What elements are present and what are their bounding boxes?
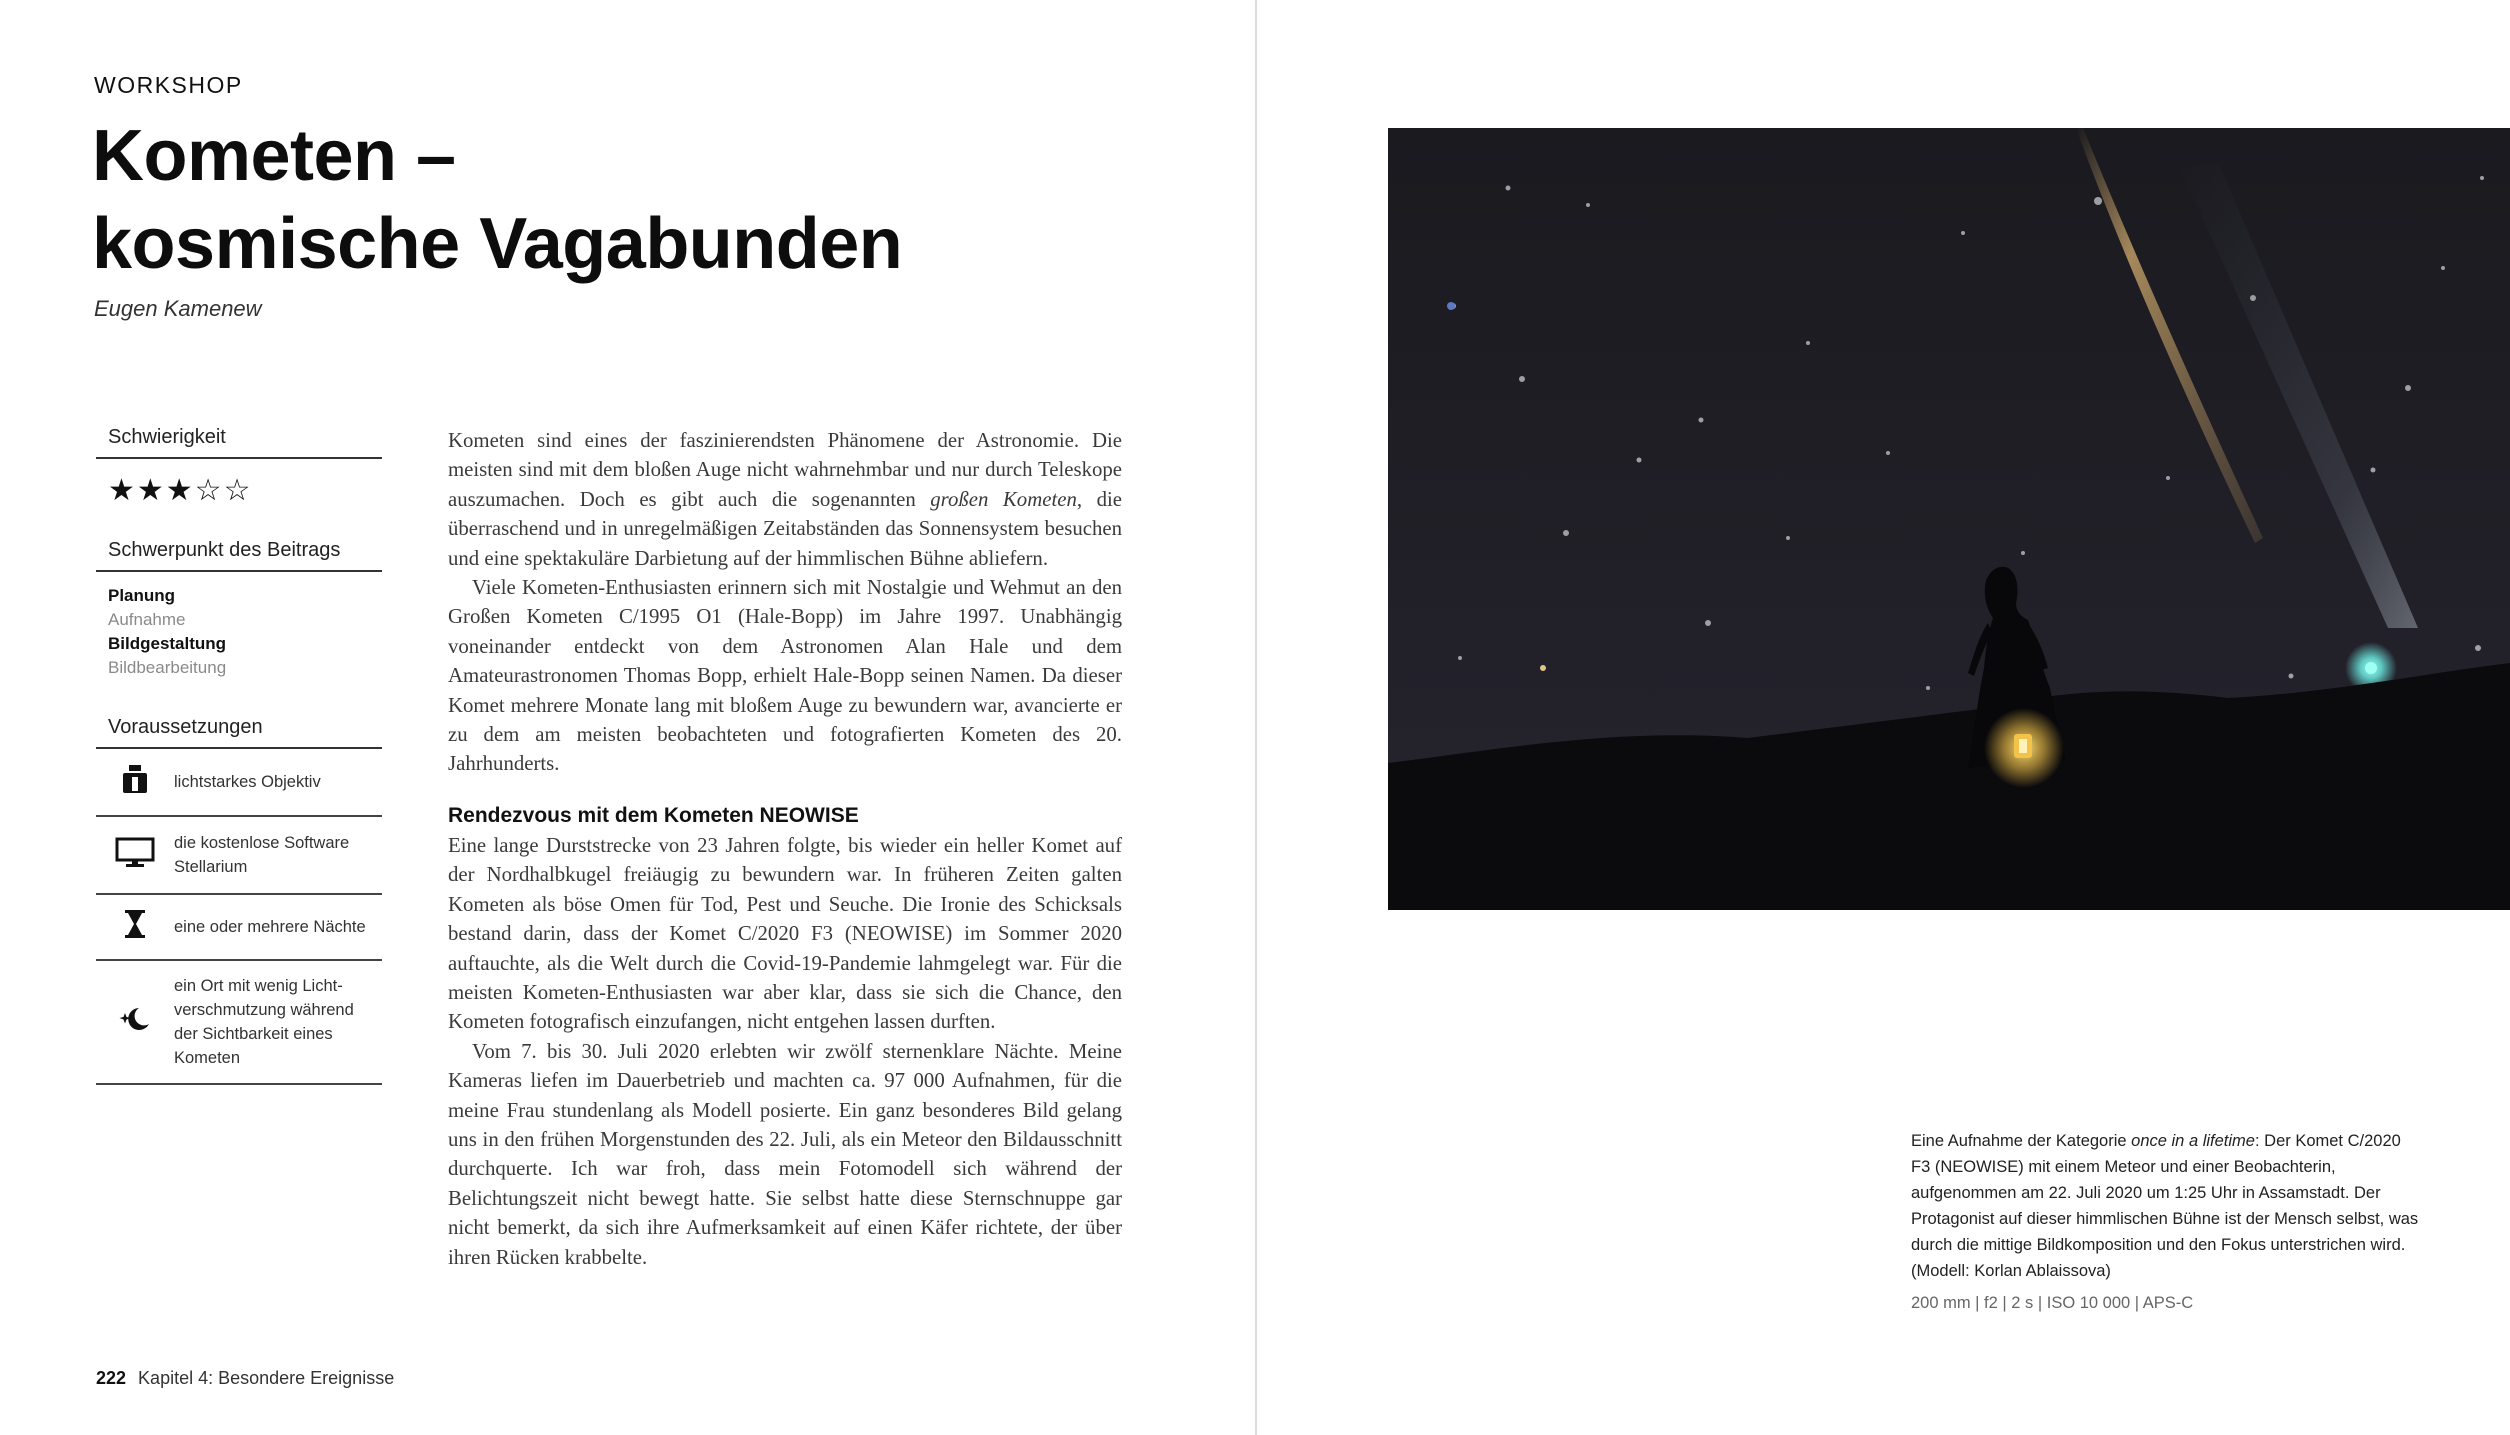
moon-star-icon — [96, 1004, 174, 1041]
section-kicker: WORKSHOP — [94, 72, 243, 98]
exif-data: 200 mm | f2 | 2 s | ISO 10 000 | APS-C — [1911, 1294, 2194, 1312]
focus-item-aufnahme: Aufnahme — [108, 610, 186, 629]
paragraph: Kometen sind eines der faszinierendsten Phänomene der Astronomie. Die meisten sind mit dem bloßen Auge nicht wahrnehmbar und nur durch Teleskope auszumachen. Doch es gibt auch die sogenannten großen Kometen, die überraschend und in unregelmäßigen Zeitabständen das Sonnensystem besuchen und eine spektakuläre Darbietung auf der himmlischen Bühne abliefern. — [448, 429, 1122, 570]
monitor-icon — [96, 836, 174, 875]
article-title — [92, 112, 902, 288]
paragraph: Eine lange Durststrecke von 23 Jahren folgte, bis wieder ein heller Komet auf der Nordhalbkugel freiäugig zu bewundern war. In früheren Zeiten galten Kometen als böse Omen für Tod, Pest und Seuche. Die Ironie des Schicksals bestand darin, dass der Komet C/2020 F3 (NEOWISE) im Sommer 2020 auftauchte, als die Welt durch die Covid-19-Pandemie lahmgelegt war. Für die meisten Kometen-Enthusiasten war aber klar, dass sie sich die Chance, den Kometen fotografisch einzufangen, nicht entgehen lassen durften. — [448, 833, 1122, 1034]
chapter-label: Kapitel 4: Besondere Ereignisse — [138, 1368, 395, 1388]
title-line-2: kosmische Vagabunden — [92, 204, 903, 284]
photo-caption — [1911, 1128, 2421, 1316]
prereq-item — [96, 749, 382, 817]
focus-item-bildbearbeitung: Bildbearbeitung — [108, 658, 227, 677]
focus-item-planung: Planung — [108, 586, 176, 605]
lens-icon — [96, 763, 174, 802]
prereq-item — [96, 961, 382, 1085]
article-body — [448, 426, 1122, 1272]
author-name: Eugen Kamenew — [94, 296, 262, 321]
info-sidebar — [96, 424, 382, 1085]
prereq-text: lichtstarkes Objektiv — [174, 773, 321, 791]
paragraph: Vom 7. bis 30. Juli 2020 erlebten wir zwölf sternenklare Nächte. Meine Kameras liefen im Dauerbetrieb und machten ca. 97 000 Aufnahmen, für die meine Frau stundenlang als Modell posierte. Ein ganz besonderes Bild gelang uns in den frühen Morgenstunden des 22. Juli, als ein Meteor den Bildausschnitt durchquerte. Ich war froh, dass mein Fotomodell sich während der Belichtungszeit nicht bewegt hatte. Sie selbst hatte diese Sternschnuppe gar nicht bemerkt, da sich ihre Aufmerksamkeit auf einen Käfer richtete, der über ihren Rücken krabbelte. — [448, 1039, 1122, 1269]
prereq-item — [96, 817, 382, 895]
focus-item-bildgestaltung: Bildgestaltung — [108, 634, 227, 653]
page-spine — [1255, 0, 1257, 1435]
prereq-heading: Voraussetzungen — [96, 714, 382, 749]
prereq-text: die kostenlose Software Stellarium — [174, 834, 350, 876]
difficulty-stars: ★★★☆☆ — [108, 474, 253, 507]
page-number: 222 — [96, 1368, 127, 1388]
prereq-item — [96, 895, 382, 961]
page-footer — [96, 1368, 394, 1389]
difficulty-heading: Schwierigkeit — [96, 424, 382, 459]
prereq-text: ein Ort mit wenig Licht-verschmutzung während der Sichtbarkeit eines Kometen — [174, 977, 354, 1067]
focus-list — [96, 572, 382, 680]
caption-text: Eine Aufnahme der Kategorie once in a lifetime: Der Komet C/2020 F3 (NEOWISE) mit einem Meteor und einer Beobachterin, aufgenommen am 22. Juli 2020 um 1:25 Uhr in Assamstadt. Der Protagonist auf dieser himmlischen Bühne ist der Mensch selbst, was durch die mittige Bildkomposition und den Fokus unterstrichen wird. (Modell: Korlan Ablaissova) — [1911, 1132, 2419, 1280]
section-subheading: Rendezvous mit dem Kometen NEOWISE — [448, 803, 859, 827]
paragraph: Viele Kometen-Enthusiasten erinnern sich mit Nostalgie und Wehmut an den Großen Kometen C/1995 O1 (Hale-Bopp) im Jahre 1997. Unabhängig voneinander entdeckt von dem Astronomen Alan Hale und dem Amateurastronomen Thomas Bopp, erhielt Hale-Bopp seinen Namen. Da dieser Komet mehrere Monate lang mit bloßem Auge zu bewundern war, avancierte er zu dem am meisten beobachteten und fotografierten Kometen des 20. Jahrhunderts. — [448, 576, 1122, 776]
prereq-text: eine oder mehrere Nächte — [174, 918, 366, 936]
comet-photo — [1388, 128, 2510, 910]
focus-heading: Schwerpunkt des Beitrags — [96, 537, 382, 572]
title-line-1: Kometen – — [92, 116, 456, 196]
hourglass-icon — [96, 909, 174, 946]
